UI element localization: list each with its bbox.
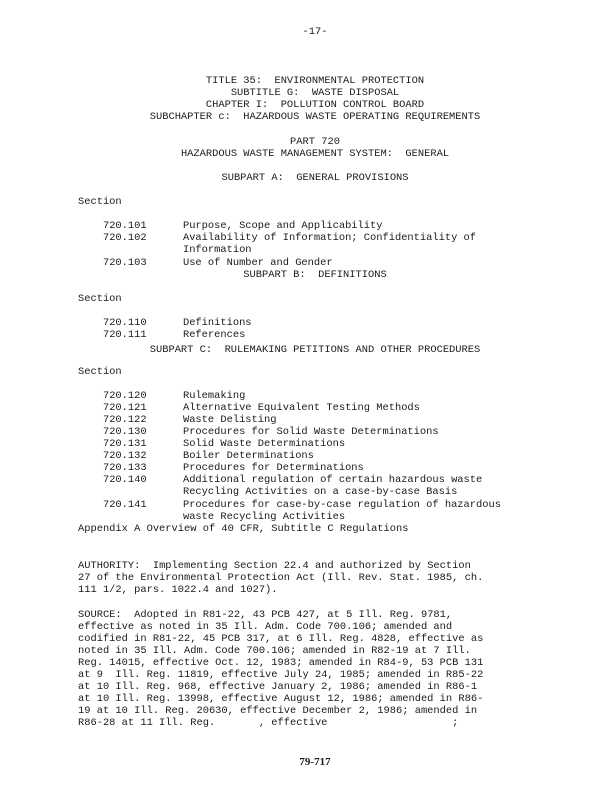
part-name: HAZARDOUS WASTE MANAGEMENT SYSTEM: GENERAL (180, 148, 450, 160)
section-number: 720.103 (102, 257, 147, 270)
source-paragraph (78, 609, 452, 621)
section-title: Rulemaking (182, 390, 246, 403)
appendix-line: Appendix A Overview of 40 CFR, Subtitle C Regulations (78, 523, 409, 535)
section-title: Alternative Equivalent Testing Methods (182, 402, 420, 415)
section-title: References (182, 329, 246, 342)
page-number-top: -17- (302, 26, 328, 38)
title-line: TITLE 35: ENVIRONMENTAL PROTECTION (205, 75, 425, 87)
section-title: Procedures for Solid Waste Determinations (182, 426, 439, 439)
subpart-a-heading: SUBPART A: GENERAL PROVISIONS (221, 172, 409, 184)
authority-paragraph (78, 560, 471, 572)
section-number: 720.133 (102, 462, 147, 475)
source-text: at 9 Ill. Reg. 11819, effective July 24, 1985; amended in R85-22 (78, 669, 484, 681)
section-number: 720.130 (102, 426, 147, 439)
section-number: 720.140 (102, 474, 147, 487)
section-number: 720.101 (102, 220, 147, 233)
subchapter-line: SUBCHAPTER c: HAZARDOUS WASTE OPERATING REQUIREMENTS (149, 111, 481, 123)
section-number: 720.121 (102, 402, 147, 415)
section-number: 720.141 (102, 499, 147, 512)
authority-text: 111 1/2, pars. 1022.4 and 1027). (78, 584, 278, 596)
section-title: Availability of Information; Confidentiality of Information (182, 232, 477, 257)
source-text: at 10 Ill. Reg. 13998, effective August 12, 1986; amended in R86- (78, 693, 484, 705)
source-text: noted in 35 Ill. Adm. Code 700.106; amended in R82-19 at 7 Ill. (78, 645, 471, 657)
page-number-bottom: 79-717 (299, 756, 331, 768)
section-number: 720.110 (102, 317, 147, 330)
section-label: Section (78, 366, 122, 378)
section-number: 720.131 (102, 438, 147, 451)
section-title: Boiler Determinations (182, 450, 314, 463)
section-title: Solid Waste Determinations (182, 438, 346, 451)
section-title: Purpose, Scope and Applicability (182, 220, 383, 233)
section-label: Section (78, 293, 122, 305)
chapter-line: CHAPTER I: POLLUTION CONTROL BOARD (205, 99, 425, 111)
section-label: Section (78, 196, 122, 208)
section-number: 720.102 (102, 232, 147, 245)
authority-label: AUTHORITY: (78, 560, 141, 572)
part-number: PART 720 (290, 136, 340, 148)
source-text: at 10 Ill. Reg. 968, effective January 2, 1986; amended in R86-1 (78, 681, 478, 693)
section-title: Use of Number and Gender (182, 257, 333, 270)
section-title: Procedures for case-by-case regulation of hazardous waste Recycling Activities (182, 499, 501, 524)
source-label: SOURCE: (78, 609, 122, 621)
section-number: 720.132 (102, 450, 147, 463)
source-text: Reg. 14015, effective Oct. 12, 1983; amended in R84-9, 53 PCB 131 (78, 657, 484, 669)
source-text: codified in R81-22, 45 PCB 317, at 6 Ill. Reg. 4828, effective as (78, 633, 484, 645)
subpart-b-heading: SUBPART B: DEFINITIONS (243, 269, 387, 281)
section-number: 720.122 (102, 414, 147, 427)
section-title: Procedures for Determinations (182, 462, 364, 475)
source-text: Adopted in R81-22, 43 PCB 427, at 5 Ill. Reg. 9781, (121, 609, 453, 621)
section-title: Additional regulation of certain hazardous waste Recycling Activities on a case-by-case Basis (182, 474, 483, 499)
authority-text: 27 of the Environmental Protection Act (Ill. Rev. Stat. 1985, ch. (78, 572, 484, 584)
subtitle-line: SUBTITLE G: WASTE DISPOSAL (230, 87, 400, 99)
section-title: Definitions (182, 317, 252, 330)
subpart-c-heading: SUBPART C: RULEMAKING PETITIONS AND OTHER PROCEDURES (149, 344, 481, 356)
source-text: effective as noted in 35 Ill. Adm. Code 700.106; amended and (78, 621, 453, 633)
authority-text: Implementing Section 22.4 and authorized by Section (140, 560, 471, 572)
section-number: 720.120 (102, 390, 147, 403)
source-text: 19 at 10 Ill. Reg. 20630, effective December 2, 1986; amended in (78, 705, 478, 717)
section-title: Waste Delisting (182, 414, 277, 427)
source-text: R86-28 at 11 Ill. Reg. , effective ; (78, 717, 459, 729)
section-number: 720.111 (102, 329, 147, 342)
